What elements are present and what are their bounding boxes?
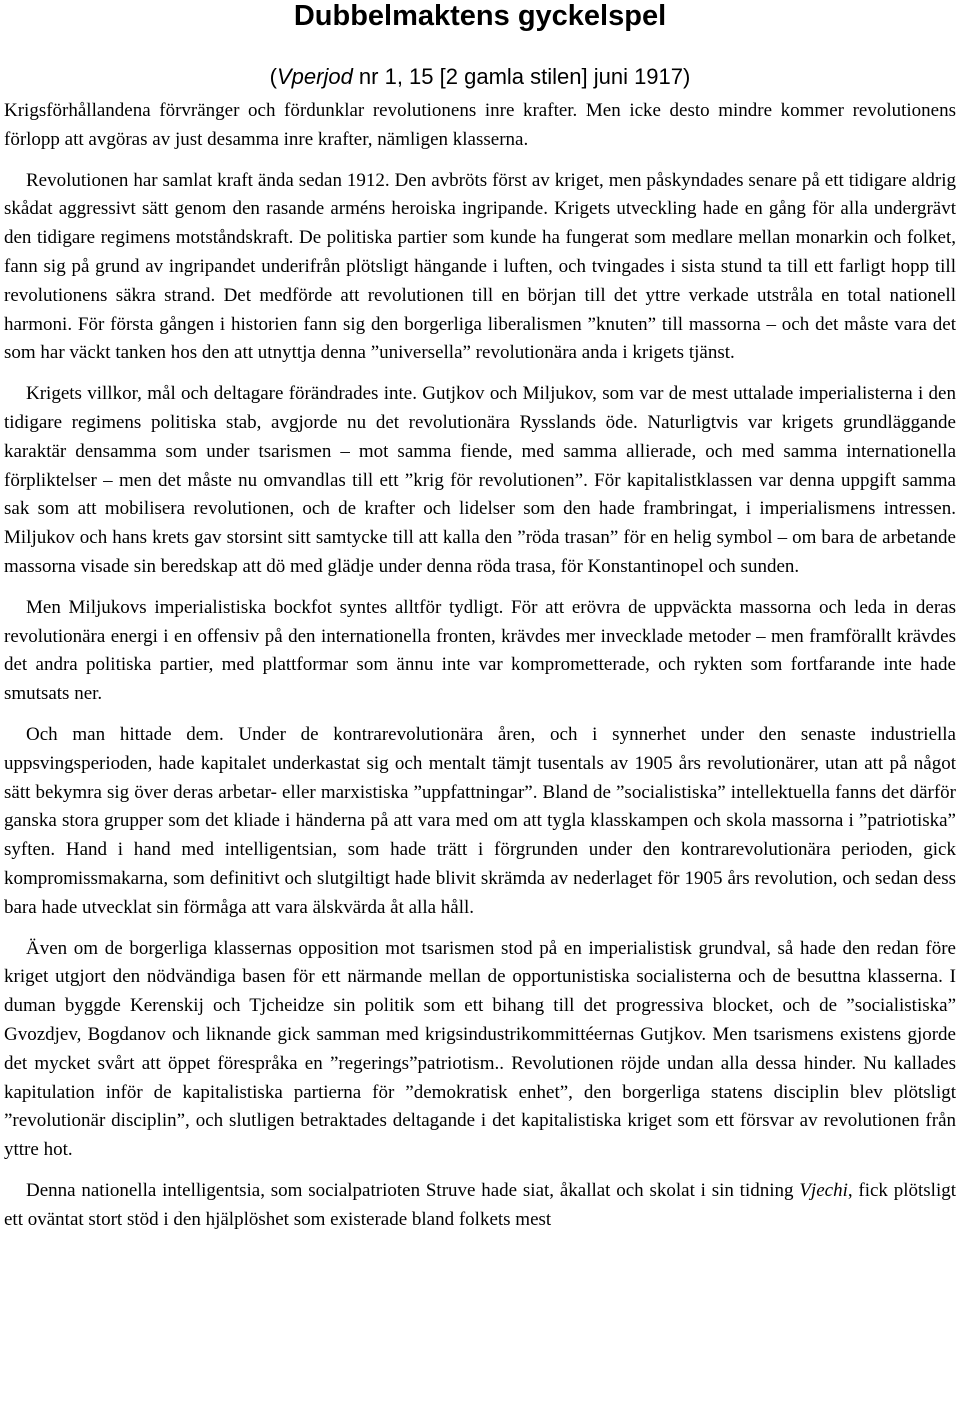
paragraph-7 [4, 1177, 956, 1235]
paragraph-3: Krigets villkor, mål och deltagare förändrades inte. Gutjkov och Miljukov, som var de mest uttalade imperialisterna i den tidigare regimens politiska stab, avgjorde nu det revolutionära Rysslands öde. Naturligtvis var krigets grundläggande karaktär densamma som under tsarismen – mot samma fiende, med samma allierade, och med samma internationella förpliktelser – men det måste nu omvandlas till ett ”krig för revolutionen”. För kapitalistklassen var denna uppgift samma sak som att mobilisera revolutionen, och de krafter och lidelser som den hade frambringat, i imperialismens intressen. Miljukov och hans krets gav storsint sitt samtycke till att kalla den ”röda trasan” för en helig symbol – om bara de arbetande massorna visade sin beredskap att dö med glädje under denna röda trasa, för Konstantinopel och sunden. [4, 383, 956, 577]
source-rest: nr 1, 15 [2 gamla stilen] juni 1917) [352, 64, 691, 89]
newspaper-title: Vjechi [799, 1179, 848, 1201]
paragraph-7-before: Denna nationella intelligentsia, som socialpatrioten Struve hade siat, åkallat och skolat i sin tidning [26, 1179, 800, 1201]
paragraph-5: Och man hittade dem. Under de kontrarevolutionära åren, och i synnerhet under den senaste industriella uppsvingsperioden, hade kapitalet underkastat sig och mentalt tämjt tusentals av 1905 års revolutionärer, utan att på något sätt bekymra sig över deras arbetar- eller marxistiska ”uppfattningar”. Bland de ”socialistiska” intellektuella fanns det därför ganska stora grupper som det kliade i händerna på att vara med om att tygla klasskampen och skola massorna i ”patriotiska” syften. Hand i hand med intelligentsian, som hade trätt i förgrunden under den kontrarevolutionära perioden, gick kompromissmakarna, som definitivt och slutgiltigt hade blivit skrämda av nederlaget för 1905 års revolution, och sedan dess bara hade utvecklat sin förmåga att vara älskvärda åt alla håll. [4, 723, 956, 918]
paragraph-4: Men Miljukovs imperialistiska bockfot syntes alltför tydligt. För att erövra de uppväckta massorna och leda in deras revolutionära energi i en offensiv på den internationella fronten, krävdes mer invecklade metoder – men framförallt krävdes det andra politiska partier, med plattformar som ännu inte var komprometterade, och rykten som fortfarande inte hade smutsats ner. [4, 596, 956, 705]
paragraph-6: Även om de borgerliga klassernas opposition mot tsarismen stod på en imperialistisk grundval, så hade den redan före kriget utgjort den nödvändiga basen för ett närmande mellan de opportunistiska socialisterna och de besuttna klasserna. I duman byggde Kerenskij och Tjcheidze sin politik som ett bihang till det progressiva blocket, och de ”socialistiska” Gvozdjev, Bogdanov och liknande gick samman med krigsindustrikommittéernas Gutjkov. Men tsarismens existens gjorde det mycket svårt att öppet förespråka en ”regerings”patriotism.. Revolutionen röjde undan alla dessa hinder. Nu kallades kapitulation inför de kapitalistiska partierna för ”demokratisk enhet”, den borgerliga statens disciplin blev plötsligt ”revolutionär disciplin”, och slutligen betraktades deltagande i det kapitalistiska kriget som ett försvar av revolutionen från yttre hot. [4, 937, 956, 1161]
paragraph-1: Krigsförhållandena förvränger och fördunklar revolutionens inre krafter. Men icke desto mindre kommer revolutionens förlopp att avgöras av just desamma inre krafter, nämligen klasserna. [4, 100, 956, 150]
source-line [4, 63, 956, 91]
document-page [4, 0, 956, 1234]
source-publication: Vperjod [276, 64, 353, 89]
source-open: ( [269, 64, 277, 89]
page-title: Dubbelmaktens gyckelspel [293, 0, 667, 32]
paragraph-2: Revolutionen har samlat kraft ända sedan 1912. Den avbröts först av kriget, men påskyndades senare på ett tidigare aldrig skådat aggressivt sätt genom den rasande arméns heroiska ingripande. Krigets utveckling hade en gång för alla undergrävt den tidigare regimens motståndskraft. De politiska partier som kunde ha fungerat som medlare mellan monarkin och folket, fann sig på grund av ingripandet underifrån plötsligt hängande i luften, och tvingades i sista stund ta till ett farligt hopp till revolutionens säkra strand. Det medförde att revolutionen till en början till det yttre verkade utstråla en total nationell harmoni. För första gången i historien fann sig den borgerliga liberalismen ”knuten” till massorna – och det måste vara det som har väckt tanken hos den att utnyttja denna ”universella” revolutionära anda i krigets tjänst. [4, 169, 956, 364]
paragraph-7-after: , fick plötsligt ett oväntat stort stöd i den hjälplöshet som existerade bland folkets mest [4, 1179, 956, 1230]
